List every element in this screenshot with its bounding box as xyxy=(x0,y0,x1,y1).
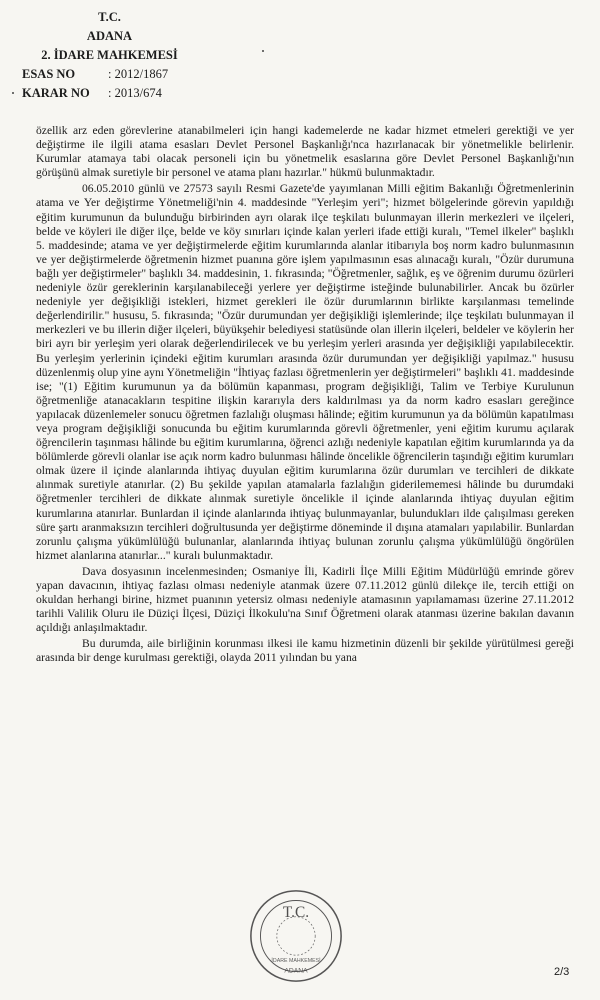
scan-speck xyxy=(262,50,264,52)
karar-value: : 2013/674 xyxy=(108,86,162,100)
header-city: ADANA xyxy=(86,29,133,43)
document-body xyxy=(36,124,574,666)
paragraph-regulation: 06.05.2010 günlü ve 27573 sayılı Resmi Gazete'de yayımlanan Milli eğitim Bakanlığı Öğretmenlerinin atama ve Yer değiştirme Yönetmeliği'nin 4. maddesinde "Yerleşim yeri"; hizmet bölgelerinde görevin yapıldığı eğitim kurumunun da bulunduğu birbirinden ayrı olarak ilçe teşkilatı bulunmayan illerin merkezleri ve ilçeleri, belde ve köyleri ile diğer ilçe, belde ve köy sınırları içinde kalan yerleri ifade ettiği kuralı, "Temel ilkeler" başlıklı 5. maddesinde; atama ve yer değiştirmelerde eğitim kurumlarında alanlar itibarıyla boş norm kadro bulunmasının ve yer değiştirmelerde öğretmenin hizmet puanına göre işlem yapılmasının esas alınacağı kuralı, "Özür durumuna bağlı yer değiştirmeler" başlıklı 34. maddesinin, 1. fıkrasında; "Öğretmenler, sağlık, eş ve öğrenim durumu özürleri nedeniyle özür gereklerinin karşılanabileceği yerlere yer değiştirme isteğinde bulunabilirler. Ancak bu özürler nedeniyle yer değişikliği istekleri, hizmet gerekleri ile özür durumlarının birlikte karşılanması temelinde değerlendirilir." hususu, 5. fıkrasında; "Özür durumundan yer değişikliği işlemlerinde; ilçe teşkilatı bulunmayan il merkezleri ve bu illerin diğer ilçeleri, büyükşehir belediyesi statüsünde olan illerin ilçeleri, beldeler ve köylerin her biri ayrı bir yerleşim yeri olarak değerlendirilecek ve bu yerleşim yerleri arasında yer değişikliği yapılabilecektir. Bu yerleşim yerlerinin içindeki eğitim kurumları arasında özür durumundan yer değişikliği yapılmaz." hususu düzenlenmiş olup yine aynı Yönetmeliğin "İhtiyaç fazlası öğretmenlerin yer değiştirmeleri" başlıklı 41. maddesinde ise; "(1) Eğitim kurumunun ya da bölümün kapanması, program değişikliği, Talim ve Terbiye Kurulunun öğretmenliğe atanacakların tespitine ilişkin kararıyla ders kaldırılması ya da norm kadro esasları gereğince yapılacak düzenlemeler sonucu öğretmen fazlalığı oluşması hâlinde; eğitim kurumunun ya da bölümün kapatılması veya program değişikliği sonucunda bu eğitim kurumlarında görevli öğretmenler, yeni eğitim kurumu açılarak öğrencilerin taşınması hâlinde bu eğitim kurumlarına, öğrenci azlığı nedeniyle kapatılan eğitim kurumlarında ya da bölümlerde görevli olanlar ise açık norm kadro bulunması hâlinde öncelikle öğrencilerin taşındığı eğitim kurumları olmak üzere il içinde alanlarında ihtiyaç duyulan eğitim kurumlarına özür durumları ve tercihleri de dikkate alınmak suretiyle atanırlar. (2) Bu şekilde yapılan atamalarla fazlalığın giderilememesi hâlinde bu durumdaki öğretmenler tercihleri de dikkate alınmak suretiyle öncelikle il içinde alanlarında ihtiyaç duyulan eğitim kurumlarına atanırlar. Bunlardan il içinde alanlarında ihtiyaç bulunmayanlar, bulundukları ilde çalışılması gereken süre şartı aranmaksızın tercihleri doğrultusunda yer değiştirme döneminde il dışına atamaları yapılabilir. Bunlardan zorunlu çalışma yükümlülüğü bulunanlar, alanlarında ihtiyaç bulunan zorunlu çalışma yükümlülüğü öngörülen hizmet alanlarına atanırlar..." kuralı bulunmaktadır. xyxy=(36,182,574,562)
esas-label: ESAS NO xyxy=(22,67,76,81)
scan-speck xyxy=(12,92,14,94)
paragraph-case-file: Dava dosyasının incelenmesinden; Osmaniye İli, Kadirli İlçe Milli Eğitim Müdürlüğü emrinde görev yapan davacının, ihtiyaç fazlası olması nedeniyle atanmak üzere 07.11.2012 günlü dilekçe ile, tercih ettiği on okuldan herhangi birine, hizmet puanının yetersiz olması nedeniyle atamasının yapılamaması üzerine 27.11.2012 tarihli Valilik Oluru ile Düziçi İlçesi, Düziçi İlkokulu'na Sınıf Öğretmeni olarak atanması üzerine bakılan davanın açıldığı anlaşılmaktadır. xyxy=(36,564,574,635)
seal-bottom-text: ADANA xyxy=(284,967,308,975)
esas-value: : 2012/1867 xyxy=(108,67,169,81)
court-header xyxy=(22,8,282,103)
karar-label: KARAR NO xyxy=(22,86,90,100)
karar-row xyxy=(22,84,282,103)
esas-row xyxy=(22,65,282,84)
paragraph-assessment: Bu durumda, aile birliğinin korunması ilkesi ile kamu hizmetinin düzenli bir şekilde yürütülmesi gereği arasında bir denge kurulması gerektiği, olayda 2011 yılından bu yana xyxy=(36,637,574,665)
paragraph-continuation: özellik arz eden görevlerine atanabilmeleri için hangi kademelerde ne kadar hizmet etmeleri gerektiği ve yer değiştirme ile ilgili atama esasları Devlet Personel Başkanlığı'nca hazırlanacak bir yönetmelikle belirlenir. Kurumlar atamaya tabi olacak personeli için bu yönetmelik esaslarına göre Devlet Personel Başkanlığı'nın görüşünü almak suretiyle bir personel ve atama planı hazırlar." hükmü bulunmaktadır. xyxy=(36,124,574,180)
court-seal xyxy=(248,888,344,984)
seal-ring-text: İDARE MAHKEMESİ xyxy=(271,957,321,964)
header-tc: T.C. xyxy=(98,10,121,24)
page-number: 2/3 xyxy=(554,966,570,978)
seal-top-text: T.C. xyxy=(282,903,310,921)
header-court: 2. İDARE MAHKEMESİ xyxy=(41,48,178,62)
